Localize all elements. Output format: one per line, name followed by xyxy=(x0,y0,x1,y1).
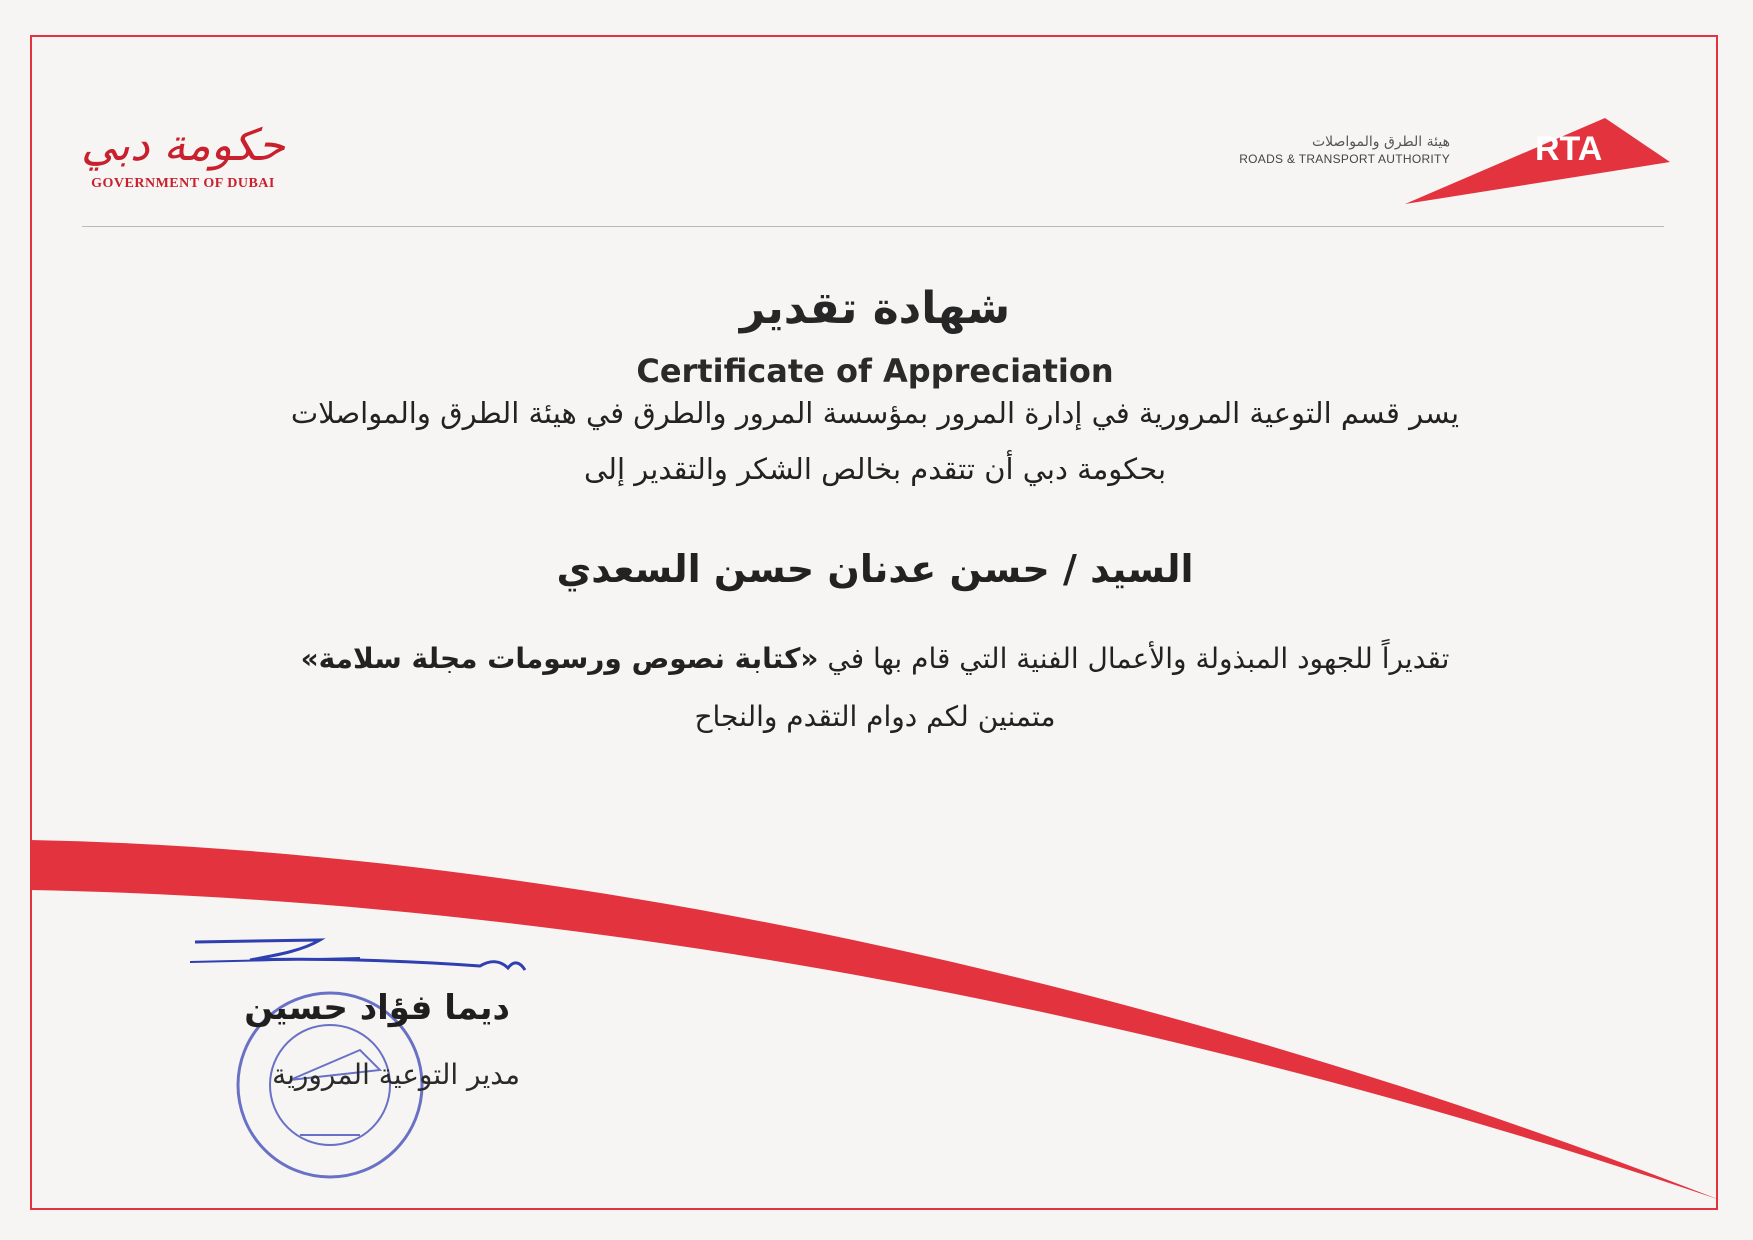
certificate-title-arabic: شهادة تقدير xyxy=(739,283,1011,334)
magazine-title: «كتابة نصوص ورسومات مجلة سلامة» xyxy=(300,642,819,675)
header-divider xyxy=(82,226,1664,227)
body-line-2: بحكومة دبي أن تتقدم بخالص الشكر والتقدير إلى xyxy=(583,452,1167,486)
rta-mark-text: RTA xyxy=(1535,130,1603,168)
body-line-3-prefix: تقديراً للجهود المبذولة والأعمال الفنية التي قام بها في xyxy=(818,642,1450,675)
certificate-title-english: Certificate of Appreciation xyxy=(636,352,1114,390)
body-line-4: متمنين لكم دوام التقدم والنجاح xyxy=(694,700,1056,733)
recipient-name: السيد / حسن عدنان حسن السعدي xyxy=(556,547,1194,591)
gov-logo-english: GOVERNMENT OF DUBAI xyxy=(91,176,275,191)
rta-logo-arabic: هيئة الطرق والمواصلات xyxy=(1311,134,1450,150)
rta-logo-english: ROADS & TRANSPORT AUTHORITY xyxy=(1239,152,1450,166)
handwritten-signature xyxy=(180,930,540,990)
signatory-name: ديما فؤاد حسين xyxy=(244,988,510,1028)
rta-triangle-icon xyxy=(1405,118,1670,208)
gov-logo-arabic: حكومة دبي xyxy=(81,120,285,171)
body-line-3 xyxy=(100,642,1650,675)
government-of-dubai-logo xyxy=(78,118,288,192)
signatory-title: مدير التوعية المرورية xyxy=(272,1058,520,1091)
rta-logo xyxy=(1190,118,1670,218)
body-line-1: يسر قسم التوعية المرورية في إدارة المرور بمؤسسة المرور والطرق في هيئة الطرق والمواصلات xyxy=(290,396,1460,430)
